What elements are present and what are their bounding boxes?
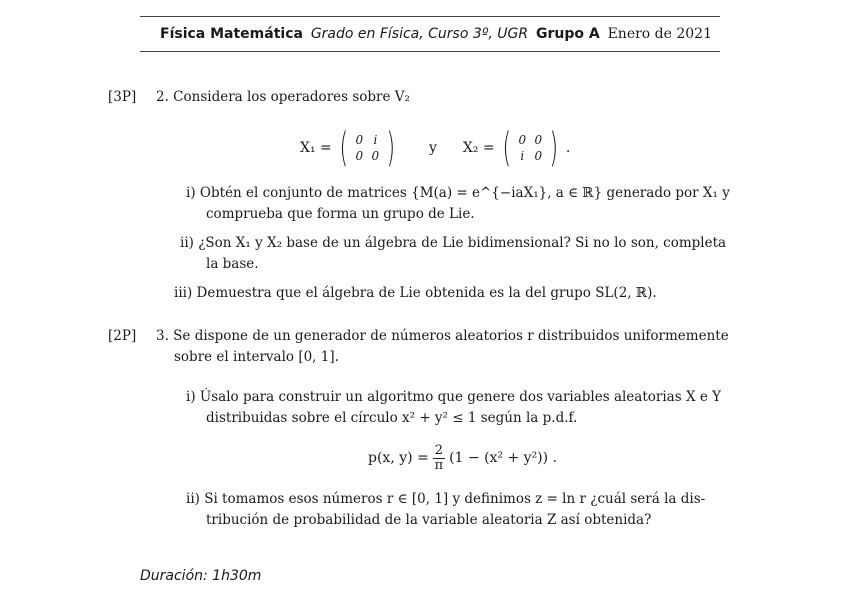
problem3-points: [2P] xyxy=(108,328,137,344)
problem2-points: [3P] xyxy=(108,89,137,105)
pdf-equation xyxy=(368,440,557,476)
p3-item-ii-line1: ii) Si tomamos esos números r ∈ [0, 1] y definimos z = ln r ¿cuál será la dis- xyxy=(186,491,706,507)
group-label: Grupo A xyxy=(535,26,600,42)
p2-item-ii-line1: ii) ¿Son X₁ y X₂ base de un álgebra de Lie bidimensional? Si no lo son, completa xyxy=(180,235,727,251)
x2-label: X₂ = xyxy=(462,140,495,156)
p2-item-iii-line1: iii) Demuestra que el álgebra de Lie obtenida es la del grupo SL(2, ℝ). xyxy=(174,285,657,301)
exam-date: Enero de 2021 xyxy=(607,26,712,42)
problem3-statement-line1: 3. Se dispone de un generador de números aleatorios r distribuidos uniformemente xyxy=(156,328,729,344)
p2-item-ii-line2: la base. xyxy=(206,256,259,272)
problem3-statement-line2: sobre el intervalo [0, 1]. xyxy=(174,349,339,365)
x1-label: X₁ = xyxy=(300,140,332,156)
pdf-fraction: $\frac{2}{\pi}$ xyxy=(434,442,444,473)
problem2-statement: 2. Considera los operadores sobre V₂ xyxy=(156,89,410,105)
course-title: Física Matemática xyxy=(160,26,303,42)
program-info: Grado en Física, Curso 3º, UGR xyxy=(310,26,529,42)
operators-equation: X₁ = ( 0 i 0 0 ) y X₂ = ( 0 0 i 0 ) . xyxy=(300,125,571,171)
p2-item-i-line1: i) Obtén el conjunto de matrices {M(a) = e^{−iaX₁}, a ∈ ℝ} generado por X₁ y xyxy=(186,185,730,201)
pdf-lhs: p(x, y) = xyxy=(368,450,429,466)
p2-item-i-line2: comprueba que forma un grupo de Lie. xyxy=(206,206,475,222)
exam-header xyxy=(140,16,720,52)
connector-y: y xyxy=(428,140,437,156)
x1-matrix: ( 0 i 0 0 ) xyxy=(339,125,396,171)
duration-note: Duración: 1h30m xyxy=(140,568,262,584)
p3-item-i-line1: i) Úsalo para construir un algoritmo que genere dos variables aleatorias X e Y xyxy=(186,389,722,405)
p3-item-ii-line2: tribución de probabilidad de la variable aleatoria Z así obtenida? xyxy=(206,512,652,528)
x2-matrix: ( 0 0 i 0 ) xyxy=(502,125,559,171)
p3-item-i-line2: distribuidas sobre el círculo x² + y² ≤ 1 según la p.d.f. xyxy=(206,410,578,426)
pdf-rhs: (1 − (x² + y²)) . xyxy=(449,450,558,466)
